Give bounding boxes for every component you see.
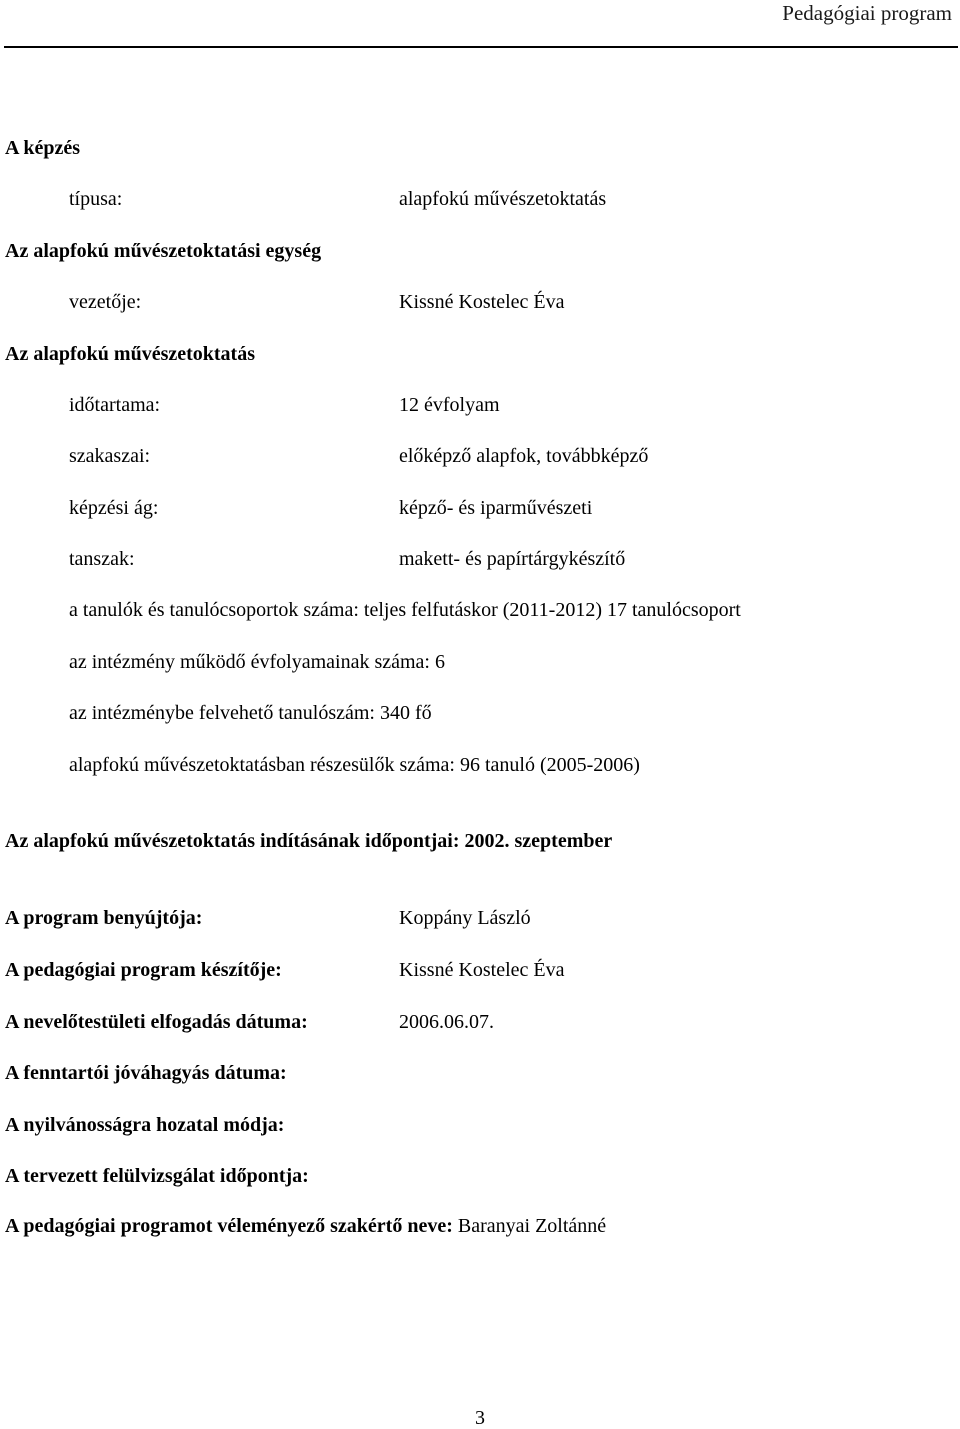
vezeto-label: vezetője: xyxy=(69,291,142,313)
running-header: Pedagógiai program xyxy=(782,1,952,25)
jovahagyas-label: A fenntartói jóváhagyás dátuma: xyxy=(5,1062,287,1084)
kepzesi-ag-value: képző- és iparművészeti xyxy=(399,497,593,519)
inditas-line: Az alapfokú művészetoktatás indításának időpontjai: 2002. szeptember xyxy=(5,830,613,852)
szakerto-line xyxy=(5,1216,606,1236)
felulvizsgalat-label: A tervezett felülvizsgálat időpontja: xyxy=(5,1165,309,1187)
tipus-value: alapfokú művészetoktatás xyxy=(399,188,607,210)
oktatas-heading: Az alapfokú művészetoktatás xyxy=(5,343,255,365)
tanszak-value: makett- és papírtárgykészítő xyxy=(399,548,626,570)
szakaszai-value: előképző alapfok, továbbképző xyxy=(399,445,649,467)
szakerto-value: Baranyai Zoltánné xyxy=(457,1215,607,1237)
benyujto-value: Koppány László xyxy=(399,907,531,929)
egyseg-heading: Az alapfokú művészetoktatási egység xyxy=(5,240,322,262)
vezeto-value: Kissné Kostelec Éva xyxy=(399,291,565,313)
stat-reszesulok: alapfokú művészetoktatásban részesülők száma: 96 tanuló (2005-2006) xyxy=(69,754,640,776)
elfogadas-label: A nevelőtestületi elfogadás dátuma: xyxy=(5,1011,308,1033)
kepzes-heading: A képzés xyxy=(5,137,80,159)
kepzesi-ag-label: képzési ág: xyxy=(69,497,159,519)
tipus-label: típusa: xyxy=(69,188,123,210)
page-number: 3 xyxy=(475,1407,485,1429)
szakerto-label: A pedagógiai programot véleményező szakértő neve: xyxy=(5,1215,453,1237)
tanszak-label: tanszak: xyxy=(69,548,135,570)
szakaszai-label: szakaszai: xyxy=(69,445,151,467)
stat-felveheto: az intézménybe felvehető tanulószám: 340 fő xyxy=(69,702,432,724)
nyilvanossag-label: A nyilvánosságra hozatal módja: xyxy=(5,1114,285,1136)
idotartam-label: időtartama: xyxy=(69,394,161,416)
benyujto-label: A program benyújtója: xyxy=(5,907,203,929)
header-rule xyxy=(4,46,958,48)
elfogadas-value: 2006.06.07. xyxy=(399,1011,494,1033)
keszito-label: A pedagógiai program készítője: xyxy=(5,959,282,981)
stat-evfolyamok: az intézmény működő évfolyamainak száma: 6 xyxy=(69,651,445,673)
idotartam-value: 12 évfolyam xyxy=(399,394,500,416)
keszito-value: Kissné Kostelec Éva xyxy=(399,959,565,981)
stat-tanulocsoportok: a tanulók és tanulócsoportok száma: teljes felfutáskor (2011-2012) 17 tanulócsoport xyxy=(69,599,741,621)
